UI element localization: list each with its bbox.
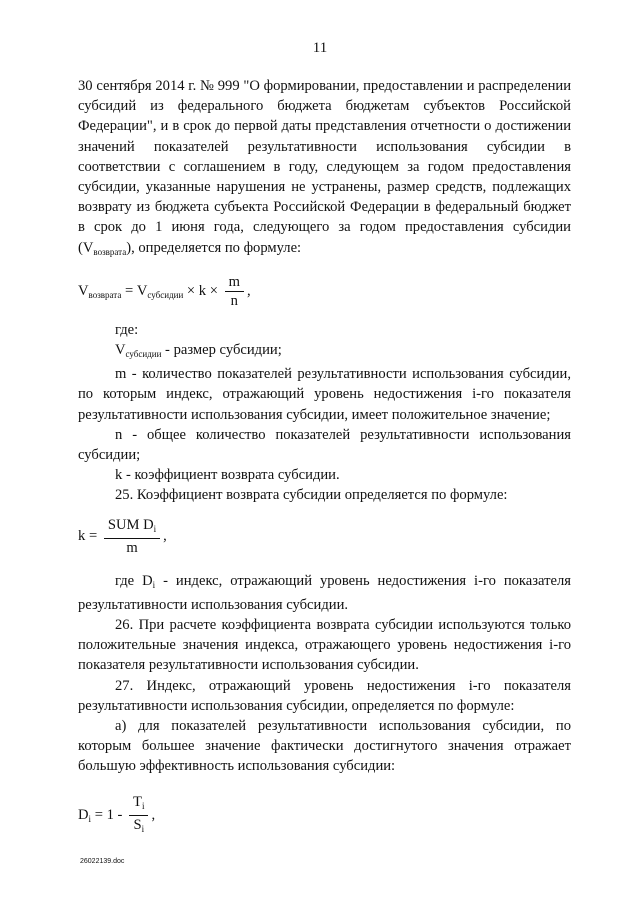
fraction-denominator-sub: i [141,823,145,834]
fraction-numerator-sub: i [153,523,157,534]
formula-index [78,793,571,838]
fraction-numerator-sub: i [141,800,145,811]
formula-refund-end: , [247,282,251,299]
page-number: 11 [312,40,328,56]
formula-refund-eq: = V [121,282,148,299]
formula-index-fraction [129,793,148,838]
fraction-numerator-text: SUM D [107,516,154,533]
fraction-denominator: m [126,539,138,556]
fraction-numerator [104,516,160,539]
paragraph-27a: а) для показателей результативности использования субсидии, по которым большее значение фактически достигнутого значения отражает большую эффективность использования субсидии: [78,718,571,775]
definition-d [78,571,571,615]
formula-refund-fraction [225,273,244,310]
definition-v-symbol: V [115,342,126,359]
paragraph-26: 26. При расчете коэффициента возврата субсидии используются только положительные значения индекса, отражающего уровень недостижения i-го показателя результативности использования субсидии. [78,617,571,674]
subscript-vozvrata: возврата [93,246,127,257]
paragraph-27: 27. Индекс, отражающий уровень недостижения i-го показателя результативности использования субсидии, определяется по формуле: [78,677,571,714]
formula-index-d-sub: i [88,813,92,824]
definition-d-sub: i [152,579,156,590]
fraction-denominator [129,816,148,838]
definition-d-text: - индекс, отражающий уровень недостижения i-го показателя результативности использования субсидии. [78,572,571,613]
paragraph-25: 25. Коэффициент возврата субсидии определяется по формуле: [115,487,508,504]
formula-coefficient [78,516,571,557]
definition-v-sub: субсидии [125,349,162,360]
formula-coefficient-end: , [163,527,167,544]
fraction-numerator: m [225,273,244,292]
paragraph-intro [78,76,571,262]
formula-refund-v-sub: возврата [88,289,122,300]
definition-k: k - коэффициент возврата субсидии. [115,467,340,484]
formula-index-d: D [78,806,89,823]
where-label: где: [115,321,139,338]
formula-refund [78,273,571,310]
paragraph-intro-tail: ), определяется по формуле: [126,239,302,256]
formula-refund-rest: × k × [183,282,222,299]
definition-v [78,340,571,364]
formula-coefficient-k: k = [78,527,101,544]
formula-refund-v: V [78,282,89,299]
formula-index-eq: = 1 - [91,806,127,823]
fraction-denominator: n [230,292,238,309]
footer-filename: 26022139.doc [80,858,125,865]
definition-m: m - количество показателей результативности использования субсидии, по которым индекс, отражающий уровень недостижения i-го показателя результативности использования субсидии, имеет положительное значение; [78,366,571,423]
definition-n: n - общее количество показателей результативности использования субсидии; [78,426,571,464]
document-body [78,76,571,838]
formula-coefficient-fraction [104,516,160,557]
formula-refund-vs-sub: субсидии [147,289,184,300]
fraction-numerator-text: T [133,793,142,810]
paragraph-intro-text: 30 сентября 2014 г. № 999 "О формировании, предоставлении и распределении субсидий из федерального бюджета бюджетам субъектов Российской Федерации", и в срок до первой даты представления отчетности о достижении значений показателей результативности использования субсидии в соответствии с соглашением в году, следующем за годом предоставления субсидии, указанные нарушения не устранены, размер средств, подлежащих возврату из бюджета субъекта Российской Федерации в федеральный бюджет в срок до 1 июня года, следующего за годом предоставления субсидии (V [78,78,571,256]
definition-d-pre: где D [115,572,153,589]
fraction-numerator [129,793,148,816]
formula-index-end: , [151,806,156,823]
definition-v-text: - размер субсидии; [161,342,282,359]
fraction-denominator-text: S [133,816,142,833]
